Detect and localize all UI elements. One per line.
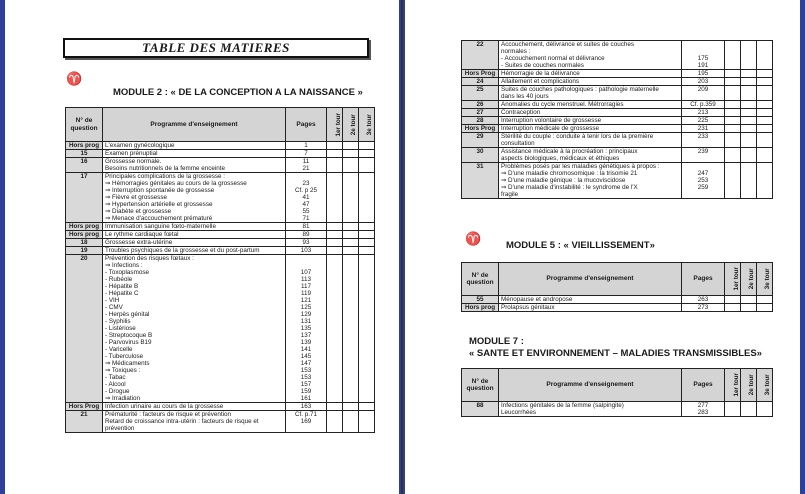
question-number: Hors prog — [66, 142, 103, 150]
tour-3-cell — [757, 101, 773, 109]
tour-1-cell — [725, 109, 741, 117]
tour-2-cell — [741, 117, 757, 125]
programme-item: Prévention des risques fœtaux : ⇒ Infections : - Toxoplasmose - Rubéole - Hépatite B - Hépatite C - VIH - CMV - Herpès génital - Syphilis - Listériose - Streptocoque B - Parvovirus B19 - Varicelle - Tuberculose ⇒ Médicaments ⇒ Toxiques : - Tabac - Alcool - Drogue ⇒ Irradiation — [103, 255, 286, 403]
header-tour-2: 2e tour — [741, 263, 757, 296]
tour-1-cell — [725, 86, 741, 101]
question-number: 27 — [462, 109, 499, 117]
question-number: 18 — [66, 239, 103, 247]
header-question: N° de question — [462, 263, 499, 296]
page-number: 81 — [286, 223, 327, 231]
tour-2-cell — [343, 411, 359, 433]
module-7-title: MODULE 7 : — [469, 336, 524, 347]
tour-3-cell — [757, 148, 773, 163]
programme-item: Interruption médicale de grossesse — [499, 125, 682, 133]
question-number: 21 — [66, 411, 103, 433]
tour-3-cell — [359, 158, 375, 173]
tour-1-cell — [327, 150, 343, 158]
tour-3-cell — [757, 296, 773, 304]
module-5-title: MODULE 5 : « VIEILLISSEMENT» — [506, 240, 655, 251]
page-number: 23 Cf. p 25 41 47 55 71 — [286, 173, 327, 223]
tour-3-cell — [359, 255, 375, 403]
page-number: 277 283 — [682, 402, 725, 417]
programme-item: Allaitement et complications — [499, 78, 682, 86]
tour-2-cell — [741, 125, 757, 133]
programme-item: Accouchement, délivrance et suites de couches normales : - Accouchement normal et délivrance - Suites de couches normales — [499, 41, 682, 70]
left-window-border — [0, 0, 5, 494]
tour-2-cell — [741, 133, 757, 148]
programme-item: Infection urinaire au cours de la grossesse — [103, 403, 286, 411]
tour-1-cell — [327, 231, 343, 239]
tour-1-cell — [725, 163, 741, 199]
tour-2-cell — [741, 86, 757, 101]
tour-1-cell — [327, 239, 343, 247]
programme-item: Problèmes posés par les maladies génétiques à propos : ⇒ D'une maladie chromosomique : la trisomie 21 ⇒ D'une maladie génique : la mucoviscidose ⇒ D'une maladie d'instabilité : le syndrome de l'X fragile — [499, 163, 682, 199]
question-number: Hors Prog — [462, 70, 499, 78]
tour-3-cell — [359, 239, 375, 247]
question-number: 55 — [462, 296, 499, 304]
tour-2-cell — [741, 41, 757, 70]
page-number: 213 — [682, 109, 725, 117]
page-number: Cf. p.359 — [682, 101, 725, 109]
question-number: 28 — [462, 117, 499, 125]
tour-3-cell — [757, 41, 773, 70]
page-number: 209 — [682, 86, 725, 101]
programme-item: Interruption volontaire de grossesse — [499, 117, 682, 125]
table-row — [462, 304, 773, 312]
table-row — [66, 173, 375, 223]
header-pages: Pages — [286, 108, 327, 142]
header-programme: Programme d'enseignement — [103, 108, 286, 142]
programme-item: Contraception — [499, 109, 682, 117]
page-number: 247 253 259 — [682, 163, 725, 199]
table-row — [462, 402, 773, 417]
page-number: 233 — [682, 133, 725, 148]
tour-3-cell — [359, 411, 375, 433]
tour-3-cell — [359, 403, 375, 411]
page-number: 239 — [682, 148, 725, 163]
programme-item: Infections génitales de la femme (salpingite) Leucorrhées — [499, 402, 682, 417]
header-question: N° de question — [66, 108, 103, 142]
table-row — [462, 125, 773, 133]
header-tour-3: 3e tour — [359, 108, 375, 142]
tour-2-cell — [741, 296, 757, 304]
table-row — [66, 142, 375, 150]
tour-3-cell — [757, 70, 773, 78]
programme-item: Immunisation sanguine fœto-maternelle — [103, 223, 286, 231]
header-tour-1: 1er tour — [327, 108, 343, 142]
table-row — [462, 163, 773, 199]
programme-item: Examen prénuptial — [103, 150, 286, 158]
left-page — [6, 0, 399, 494]
question-number: 22 — [462, 41, 499, 70]
tour-1-cell — [725, 296, 741, 304]
header-programme: Programme d'enseignement — [499, 369, 682, 402]
page-title: TABLE DES MATIERES — [63, 38, 369, 58]
header-tour-2: 2e tour — [343, 108, 359, 142]
table-row — [462, 109, 773, 117]
page-number: Cf. p.71 169 — [286, 411, 327, 433]
ram-head-icon: ♈ — [66, 71, 83, 86]
programme-item: Stérilité du couple : conduite à tenir lors de la première consultation — [499, 133, 682, 148]
question-number: Hors Prog — [462, 125, 499, 133]
table-row — [462, 86, 773, 101]
tour-2-cell — [741, 109, 757, 117]
header-question: N° de question — [462, 369, 499, 402]
header-pages: Pages — [682, 369, 725, 402]
page-number: 203 — [682, 78, 725, 86]
page-number: 107 113 117 119 121 125 129 131 135 137 139 141 145 147 153 153 157 159 161 — [286, 255, 327, 403]
right-page — [405, 0, 800, 494]
tour-3-cell — [757, 117, 773, 125]
programme-item: Principales complications de la grossesse : ⇒ Hémorragies génitales au cours de la grossesse ⇒ Interruption spontanée de grossesse ⇒ Fièvre et grossesse ⇒ Hypertension artérielle et grossesse ⇒ Diabète et grossesse ⇒ Menace d'accouchement prématuré — [103, 173, 286, 223]
table-row — [462, 78, 773, 86]
page-number: 225 — [682, 117, 725, 125]
programme-item: Anomalies du cycle menstruel. Métrorragies — [499, 101, 682, 109]
programme-item: Grossesse normale. Besoins nutritionnels de la femme enceinte — [103, 158, 286, 173]
question-number: 30 — [462, 148, 499, 163]
header-programme: Programme d'enseignement — [499, 263, 682, 296]
tour-1-cell — [725, 304, 741, 312]
page-number: 7 — [286, 150, 327, 158]
tour-1-cell — [327, 223, 343, 231]
table-row — [66, 403, 375, 411]
table-row — [462, 70, 773, 78]
tour-2-cell — [343, 158, 359, 173]
table-row — [462, 117, 773, 125]
page-number: 93 — [286, 239, 327, 247]
tour-2-cell — [741, 78, 757, 86]
tour-1-cell — [725, 148, 741, 163]
header-tour-2: 2e tour — [741, 369, 757, 402]
page-number: 231 — [682, 125, 725, 133]
tour-2-cell — [343, 223, 359, 231]
question-number: 19 — [66, 247, 103, 255]
tour-1-cell — [327, 142, 343, 150]
tour-1-cell — [327, 255, 343, 403]
tour-1-cell — [327, 158, 343, 173]
tour-2-cell — [343, 239, 359, 247]
question-number: 15 — [66, 150, 103, 158]
tour-2-cell — [741, 402, 757, 417]
programme-item: Prématurité : facteurs de risque et prévention Retard de croissance intra-utérin : facteurs de risque et prévention — [103, 411, 286, 433]
page-number: 195 — [682, 70, 725, 78]
module-7-table — [461, 368, 773, 417]
page-number: 175 191 — [682, 41, 725, 70]
table-row — [66, 223, 375, 231]
table-row — [462, 133, 773, 148]
module-2-title: MODULE 2 : « DE LA CONCEPTION A LA NAISSANCE » — [113, 87, 363, 98]
question-number: 17 — [66, 173, 103, 223]
table-row — [462, 148, 773, 163]
tour-2-cell — [343, 255, 359, 403]
module-7-subtitle: « SANTE ET ENVIRONNEMENT – MALADIES TRANSMISSIBLES» — [469, 348, 762, 359]
tour-3-cell — [359, 223, 375, 231]
page-number: 163 — [286, 403, 327, 411]
programme-item: Grossesse extra-utérine — [103, 239, 286, 247]
header-tour-1: 1er tour — [725, 369, 741, 402]
tour-3-cell — [757, 109, 773, 117]
header-tour-3: 3e tour — [757, 263, 773, 296]
table-row — [66, 158, 375, 173]
tour-2-cell — [343, 173, 359, 223]
tour-1-cell — [725, 402, 741, 417]
page-number: 273 — [682, 304, 725, 312]
question-number: 88 — [462, 402, 499, 417]
tour-2-cell — [741, 101, 757, 109]
page-number: 1 — [286, 142, 327, 150]
tour-1-cell — [327, 173, 343, 223]
programme-item: Suites de couches pathologiques : pathologie maternelle dans les 40 jours — [499, 86, 682, 101]
tour-3-cell — [757, 163, 773, 199]
tour-3-cell — [757, 86, 773, 101]
programme-item: Assistance médicale à la procréation : principaux aspects biologiques, médicaux et éthiques — [499, 148, 682, 163]
module-2-table — [65, 107, 375, 433]
tour-2-cell — [343, 247, 359, 255]
table-row — [66, 255, 375, 403]
tour-1-cell — [725, 117, 741, 125]
right-window-border — [800, 0, 805, 494]
page-number: 263 — [682, 296, 725, 304]
table-row — [462, 296, 773, 304]
ram-head-icon: ♈ — [465, 231, 482, 246]
programme-item: Troubles psychiques de la grossesse et du post-partum — [103, 247, 286, 255]
question-number: 26 — [462, 101, 499, 109]
header-tour-3: 3e tour — [757, 369, 773, 402]
header-tour-1: 1er tour — [725, 263, 741, 296]
tour-3-cell — [757, 133, 773, 148]
programme-item: Le rythme cardiaque fœtal — [103, 231, 286, 239]
tour-1-cell — [327, 403, 343, 411]
question-number: 29 — [462, 133, 499, 148]
tour-1-cell — [725, 125, 741, 133]
programme-item: Ménopause et andropose — [499, 296, 682, 304]
module-2-continued-table — [461, 40, 773, 199]
tour-1-cell — [327, 247, 343, 255]
tour-3-cell — [359, 142, 375, 150]
table-row — [462, 41, 773, 70]
programme-item: Prolapsus génitaux — [499, 304, 682, 312]
tour-3-cell — [757, 125, 773, 133]
tour-3-cell — [359, 150, 375, 158]
table-row — [462, 101, 773, 109]
tour-3-cell — [757, 304, 773, 312]
table-row — [66, 150, 375, 158]
table-row — [66, 247, 375, 255]
tour-2-cell — [343, 150, 359, 158]
tour-2-cell — [343, 142, 359, 150]
question-number: 20 — [66, 255, 103, 403]
tour-3-cell — [757, 402, 773, 417]
tour-2-cell — [741, 304, 757, 312]
header-pages: Pages — [682, 263, 725, 296]
question-number: Hors prog — [66, 231, 103, 239]
tour-1-cell — [725, 101, 741, 109]
module-5-table — [461, 262, 773, 312]
programme-item: Hémorragie de la délivrance — [499, 70, 682, 78]
tour-1-cell — [725, 41, 741, 70]
tour-2-cell — [741, 70, 757, 78]
tour-1-cell — [725, 133, 741, 148]
tour-3-cell — [359, 231, 375, 239]
question-number: 24 — [462, 78, 499, 86]
tour-1-cell — [327, 411, 343, 433]
table-row — [66, 239, 375, 247]
table-row — [66, 411, 375, 433]
tour-2-cell — [741, 148, 757, 163]
page-number: 103 — [286, 247, 327, 255]
tour-1-cell — [725, 70, 741, 78]
question-number: Hors Prog — [66, 403, 103, 411]
tour-3-cell — [757, 78, 773, 86]
question-number: Hors prog — [66, 223, 103, 231]
page-number: 11 21 — [286, 158, 327, 173]
tour-3-cell — [359, 247, 375, 255]
tour-2-cell — [343, 403, 359, 411]
programme-item: L'examen gynécologique — [103, 142, 286, 150]
page-number: 89 — [286, 231, 327, 239]
tour-1-cell — [725, 78, 741, 86]
question-number: 16 — [66, 158, 103, 173]
tour-3-cell — [359, 173, 375, 223]
question-number: Hors prog — [462, 304, 499, 312]
question-number: 31 — [462, 163, 499, 199]
question-number: 25 — [462, 86, 499, 101]
tour-2-cell — [343, 231, 359, 239]
table-row — [66, 231, 375, 239]
tour-2-cell — [741, 163, 757, 199]
